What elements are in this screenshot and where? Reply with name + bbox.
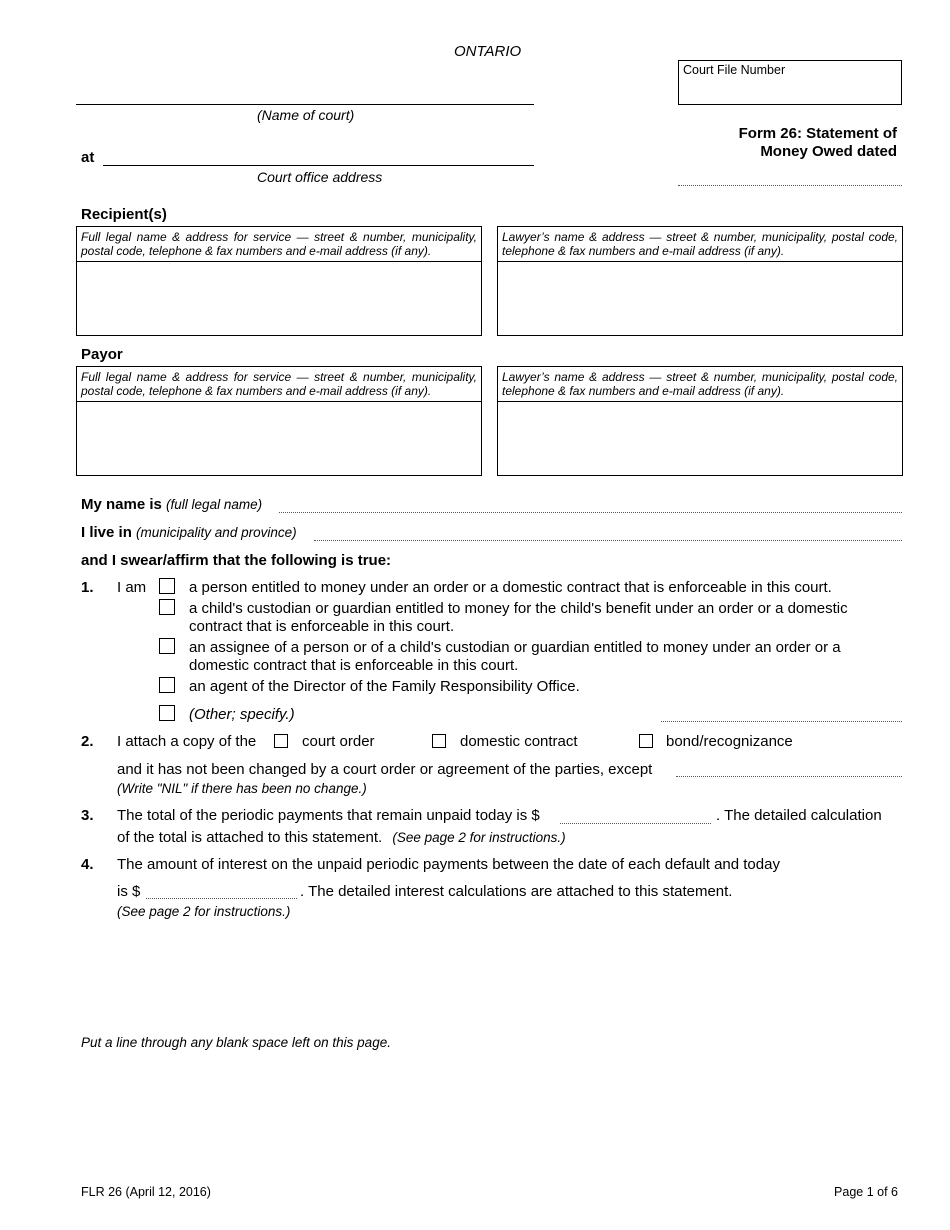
court-file-number-field[interactable] <box>678 60 902 105</box>
item2-number: 2. <box>81 733 94 750</box>
item3-amount-input[interactable] <box>560 823 711 824</box>
item2-court-order-label: court order <box>302 733 375 750</box>
item1-other-checkbox[interactable] <box>159 705 175 721</box>
item1-lead: I am <box>117 579 147 596</box>
court-address-label: Court office address <box>257 169 383 185</box>
recipient-party-value[interactable] <box>77 262 481 335</box>
item1-option1-checkbox[interactable] <box>159 578 175 594</box>
form-id: FLR 26 (April 12, 2016) <box>81 1185 211 1199</box>
payor-party-box-label: Full legal name & address for service — street & number, municipality, postal code, telephone & fax numbers and e-mail address (if any). <box>77 367 481 402</box>
item1-option3-checkbox[interactable] <box>159 638 175 654</box>
item4-number: 4. <box>81 856 94 873</box>
item1-option2-text-cont: contract that is enforceable in this court. <box>189 618 455 635</box>
my-name-hint: (full legal name) <box>166 497 263 512</box>
recipient-party-box[interactable] <box>76 226 482 336</box>
item1-other-input[interactable] <box>661 721 902 722</box>
live-in-label: I live in <box>81 524 132 541</box>
my-name-input[interactable] <box>279 512 902 513</box>
item1-option3-text-cont: domestic contract that is enforceable in this court. <box>189 657 519 674</box>
item3-text-after: . The detailed calculation <box>716 807 882 824</box>
item4-hint: (See page 2 for instructions.) <box>117 904 291 919</box>
item2-domestic-contract-label: domestic contract <box>460 733 578 750</box>
my-name-row <box>81 496 262 513</box>
item2-changed-text: and it has not been changed by a court order or agreement of the parties, except <box>117 761 653 778</box>
court-name-line[interactable] <box>76 104 534 105</box>
item1-option2-checkbox[interactable] <box>159 599 175 615</box>
live-in-hint: (municipality and province) <box>136 525 297 540</box>
recipient-lawyer-box[interactable] <box>497 226 903 336</box>
item2-lead: I attach a copy of the <box>117 733 257 750</box>
item4-line1: The amount of interest on the unpaid periodic payments between the date of each default and today <box>117 856 780 873</box>
payor-lawyer-box[interactable] <box>497 366 903 476</box>
form-title-line2: Money Owed dated <box>760 143 897 160</box>
item4-is-label: is $ <box>117 883 141 900</box>
item2-domestic-contract-checkbox[interactable] <box>432 734 446 748</box>
item1-number: 1. <box>81 579 94 596</box>
item3-text-before: The total of the periodic payments that remain unpaid today is $ <box>117 807 540 824</box>
item2-court-order-checkbox[interactable] <box>274 734 288 748</box>
live-in-row <box>81 524 297 541</box>
jurisdiction-title: ONTARIO <box>454 43 522 60</box>
item1-option4-text: an agent of the Director of the Family Responsibility Office. <box>189 678 580 695</box>
blank-space-note: Put a line through any blank space left on this page. <box>81 1035 391 1050</box>
item1-option2-text: a child's custodian or guardian entitled to money for the child's benefit under an order or a domestic <box>189 600 848 617</box>
payor-party-value[interactable] <box>77 402 481 475</box>
page-number: Page 1 of 6 <box>834 1185 898 1199</box>
item3-line2 <box>117 829 566 846</box>
item3-line2-text: of the total is attached to this statement. <box>117 829 383 846</box>
item4-amount-input[interactable] <box>146 898 297 899</box>
my-name-label: My name is <box>81 496 162 513</box>
payor-party-box[interactable] <box>76 366 482 476</box>
recipient-lawyer-value[interactable] <box>498 262 902 335</box>
at-label: at <box>81 149 95 166</box>
payor-lawyer-box-label: Lawyer’s name & address — street & number, municipality, postal code, telephone & fax numbers and e-mail address (if any). <box>498 367 902 402</box>
item1-option4-checkbox[interactable] <box>159 677 175 693</box>
item4-text-after: . The detailed interest calculations are attached to this statement. <box>300 883 733 900</box>
item2-bond-label: bond/recognizance <box>666 733 793 750</box>
item3-hint: (See page 2 for instructions.) <box>392 830 566 845</box>
court-address-line[interactable] <box>103 165 534 166</box>
payor-lawyer-value[interactable] <box>498 402 902 475</box>
item2-nil-hint: (Write "NIL" if there has been no change.) <box>117 781 367 796</box>
item1-option1-text: a person entitled to money under an order or a domestic contract that is enforceable in this court. <box>189 579 832 596</box>
live-in-input[interactable] <box>314 540 902 541</box>
payor-heading: Payor <box>81 346 123 363</box>
recipients-heading: Recipient(s) <box>81 206 167 223</box>
recipient-party-box-label: Full legal name & address for service — street & number, municipality, postal code, telephone & fax numbers and e-mail address (if any). <box>77 227 481 262</box>
item2-bond-checkbox[interactable] <box>639 734 653 748</box>
swear-statement: and I swear/affirm that the following is true: <box>81 552 392 569</box>
recipient-lawyer-box-label: Lawyer’s name & address — street & number, municipality, postal code, telephone & fax numbers and e-mail address (if any). <box>498 227 902 262</box>
form-date-line[interactable] <box>678 185 902 186</box>
item2-except-input[interactable] <box>676 776 902 777</box>
court-name-label: (Name of court) <box>257 107 355 123</box>
item1-option3-text: an assignee of a person or of a child's custodian or guardian entitled to money under an order or a <box>189 639 841 656</box>
item1-other-label: (Other; specify.) <box>189 706 295 723</box>
form-title-line1: Form 26: Statement of <box>738 125 897 142</box>
court-file-number-label: Court File Number <box>683 63 786 77</box>
item3-number: 3. <box>81 807 94 824</box>
